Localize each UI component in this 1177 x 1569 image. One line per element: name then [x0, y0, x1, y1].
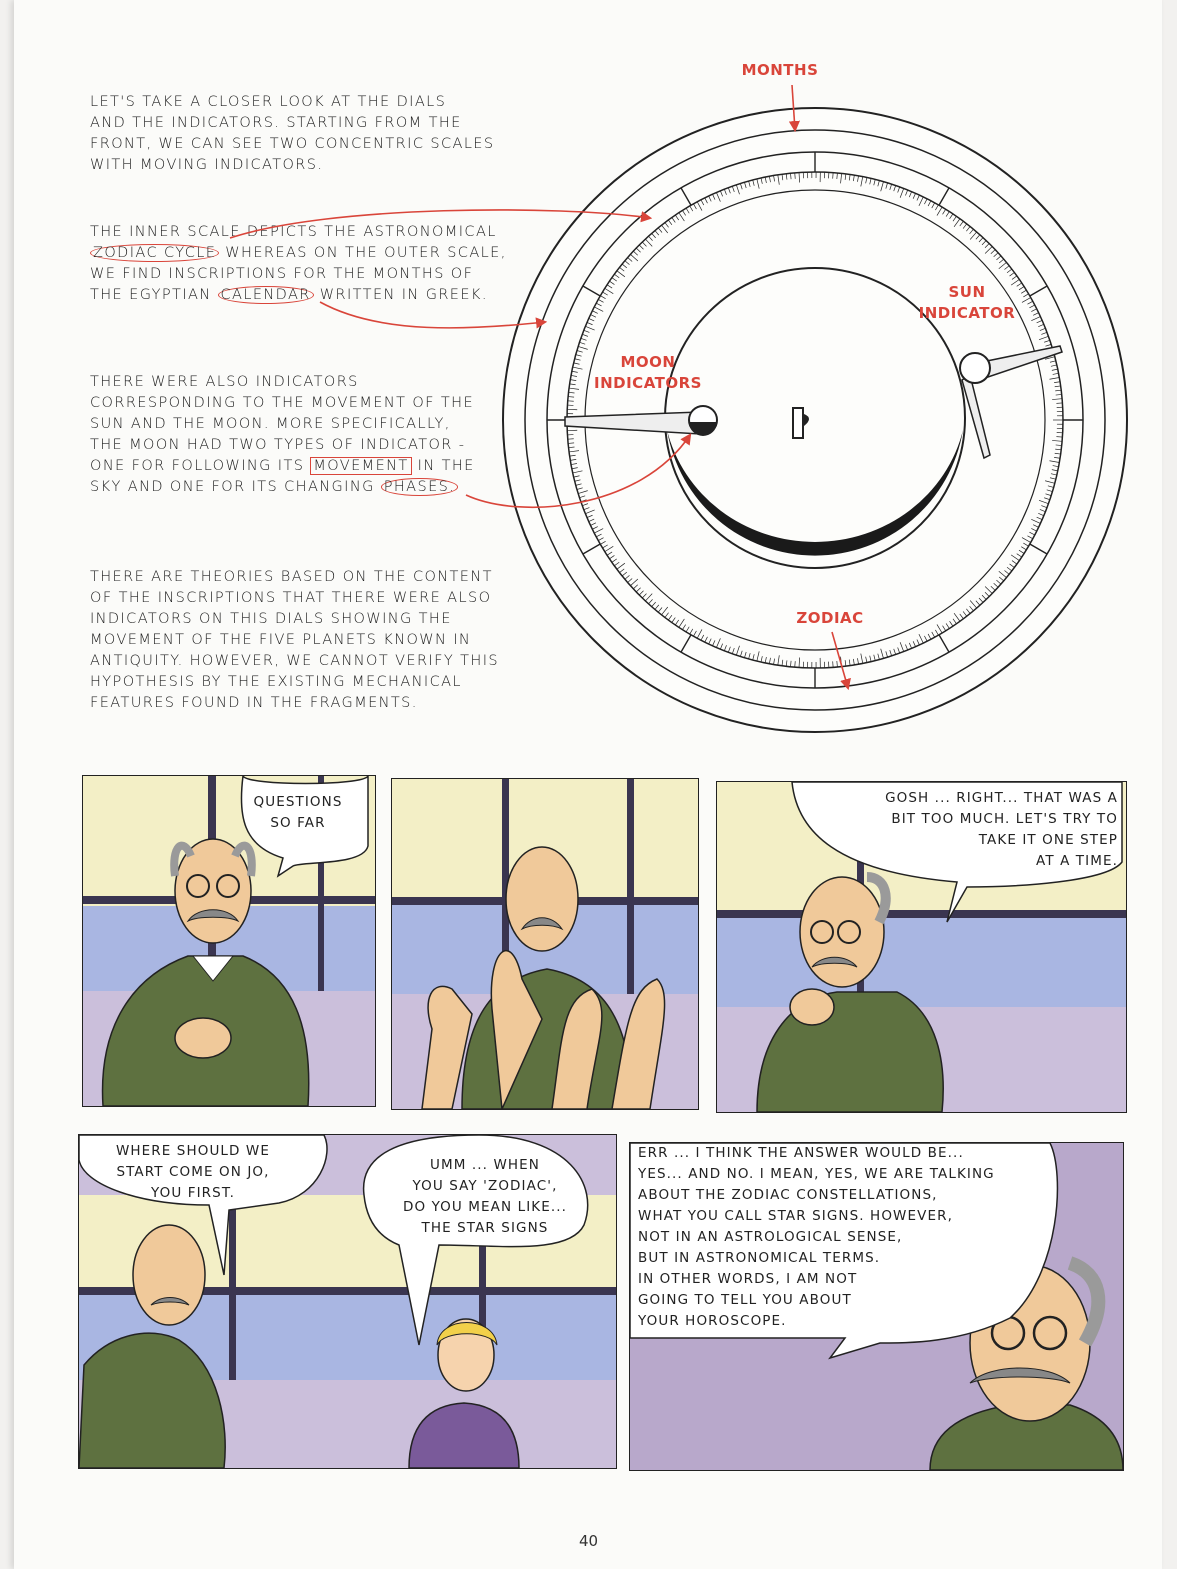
intro-paragraph-3: THERE WERE ALSO INDICATORS CORRESPONDING TO THE MOVEMENT OF THE SUN AND THE MOON. MORE SPECIFICALLY, THE MOON HAD TWO TYPES OF INDICATOR - ONE FOR FOLLOWING ITS MOVEMENT IN THE SKY AND ONE FOR ITS CHANGING PHASES. — [90, 374, 475, 495]
zodiac-cycle-highlight: ZODIAC CYCLE — [90, 244, 219, 262]
sun-indicator-ball — [960, 353, 990, 383]
comic-panel-4 — [78, 1134, 617, 1469]
zodiac-label: ZODIAC — [796, 609, 864, 627]
speech-bubble-gosh: GOSH ... RIGHT... THAT WAS A BIT TOO MUCH. LET'S TRY TO TAKE IT ONE STEP AT A TIME. — [885, 790, 1118, 869]
comic-panel-3 — [716, 781, 1127, 1113]
intro-paragraph-1: LET'S TAKE A CLOSER LOOK AT THE DIALS AND THE INDICATORS. STARTING FROM THE FRONT, WE CAN SEE TWO CONCENTRIC SCALES WITH MOVING INDICATORS. — [90, 94, 495, 173]
speech-bubble-horoscope: ERR ... I THINK THE ANSWER WOULD BE... YES... AND NO. I MEAN, YES, WE ARE TALKING ABOUT THE ZODIAC CONSTELLATIONS, WHAT YOU CALL STAR SIGNS. HOWEVER, NOT IN AN ASTROLOGICAL SENSE, BUT IN ASTRONOMICAL TERMS. IN OTHER WORDS, I AM NOT GOING TO TELL YOU ABOUT YOUR HOROSCOPE. — [638, 1145, 995, 1329]
speech-bubble-star-signs: UMM ... WHEN YOU SAY 'ZODIAC', DO YOU MEAN LIKE... THE STAR SIGNS — [402, 1157, 568, 1236]
comic-panel-5 — [629, 1142, 1124, 1471]
movement-highlight: MOVEMENT — [310, 457, 411, 475]
phases-highlight: PHASES. — [381, 478, 459, 496]
months-label: MONTHS — [741, 61, 819, 79]
calendar-highlight: CALENDAR — [218, 286, 314, 304]
intro-paragraph-4: THERE ARE THEORIES BASED ON THE CONTENT OF THE INSCRIPTIONS THAT THERE WERE ALSO INDICATORS ON THIS DIALS SHOWING THE MOVEMENT OF THE FIVE PLANETS KNOWN IN ANTIQUITY. HOWEVER, WE CANNOT VERIFY THIS HYPOTHESIS BY THE EXISTING MECHANICAL FEATURES FOUND IN THE FRAGMENTS. — [90, 569, 499, 711]
comic-panel-2 — [391, 778, 699, 1110]
moon-indicators-label: MOON INDICATORS — [594, 353, 702, 392]
intro-paragraph-2: THE INNER SCALE DEPICTS THE ASTRONOMICAL ZODIAC CYCLE WHEREAS ON THE OUTER SCALE, WE FIND INSCRIPTIONS FOR THE MONTHS OF THE EGYPTIAN CALENDAR WRITTEN IN GREEK. — [90, 224, 507, 303]
speech-bubble-where-start: WHERE SHOULD WE START COME ON JO, YOU FIRST. — [115, 1143, 271, 1201]
speech-bubble-questions: QUESTIONS SO FAR — [253, 794, 343, 831]
sun-indicator-label: SUN INDICATOR — [918, 283, 1016, 322]
comic-panel-1 — [82, 775, 376, 1107]
page-number: 40 — [578, 1532, 599, 1550]
